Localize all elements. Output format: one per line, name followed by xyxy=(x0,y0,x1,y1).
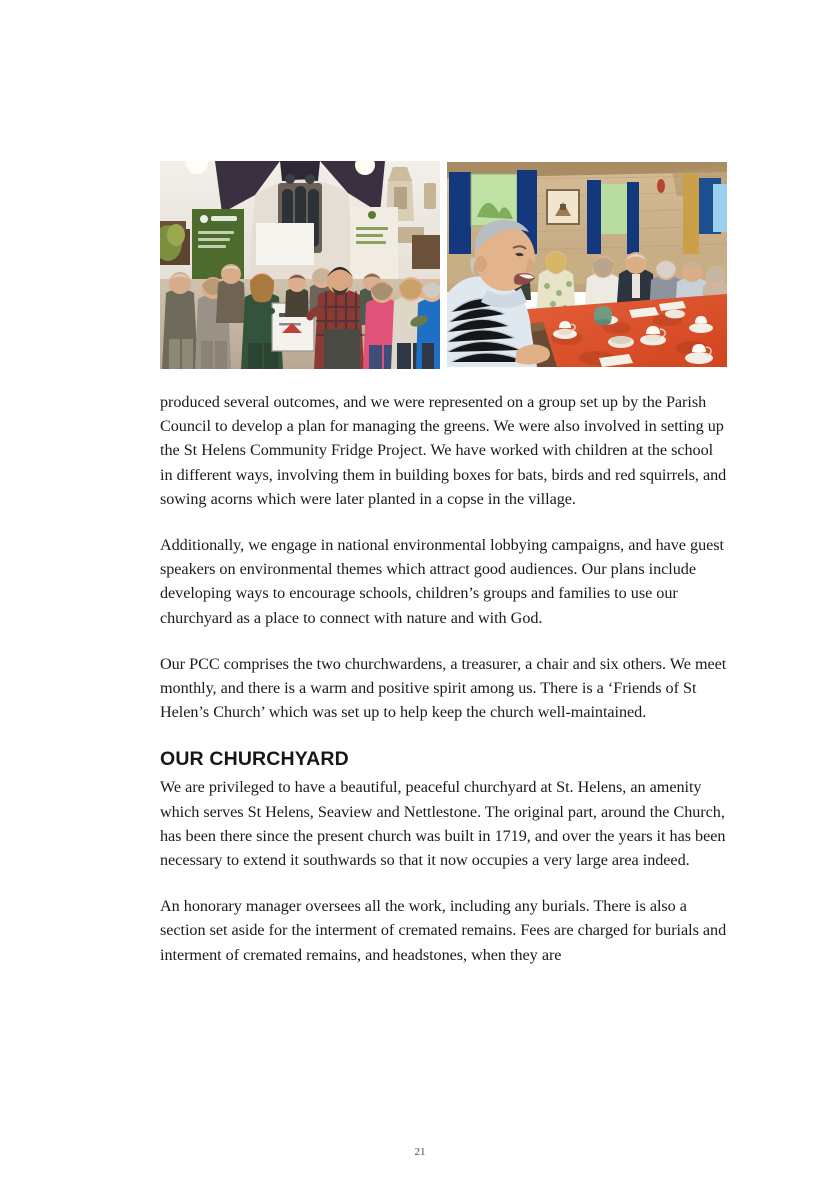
article-body xyxy=(160,390,728,967)
parish-meeting-photo xyxy=(447,162,727,367)
paragraph-outcomes-and-greens: produced several outcomes, and we were represented on a group set up by the Parish Council to develop a plan for managing the greens. We were also involved in setting up the St Helens Community Fridge Project. We have worked with children at the school in different ways, involving them in building boxes for bats, birds and red squirrels, and sowing acorns which were later planted in a copse in the village. xyxy=(160,393,727,508)
paragraph-honorary-manager-fees: An honorary manager oversees all the work, including any burials. There is also a section set aside for the interment of cremated remains. Fees are charged for burials and interment of cremated remains, and headstones, when they are xyxy=(160,897,727,964)
church-award-photo-graphic xyxy=(160,161,440,369)
church-award-presentation-photo xyxy=(160,161,440,369)
page-number: 21 xyxy=(414,1146,426,1158)
paragraph-churchyard-description: We are privileged to have a beautiful, peaceful churchyard at St. Helens, an amenity which serves St Helens, Seaview and Nettlestone. The original part, around the Church, has been there since the present church was built in 1719, and over the years it has been necessary to extend it southwards so that it now occupies a very large area indeed. xyxy=(160,778,726,870)
paragraph-lobbying-campaigns: Additionally, we engage in national environmental lobbying campaigns, and have guest speakers on environmental themes which attract good audiences. Our plans include developing ways to encourage schools, children’s groups and families to use our churchyard as a place to connect with nature and with God. xyxy=(160,536,724,627)
parish-meeting-photo-graphic xyxy=(447,162,727,367)
heading-our-churchyard: OUR CHURCHYARD xyxy=(160,748,349,771)
photo-strip xyxy=(160,161,727,369)
paragraph-pcc-composition: Our PCC comprises the two churchwardens, a treasurer, a chair and six others. We meet monthly, and there is a warm and positive spirit among us. There is a ‘Friends of St Helen’s Church’ which was set up to help keep the church well-maintained. xyxy=(160,654,727,722)
